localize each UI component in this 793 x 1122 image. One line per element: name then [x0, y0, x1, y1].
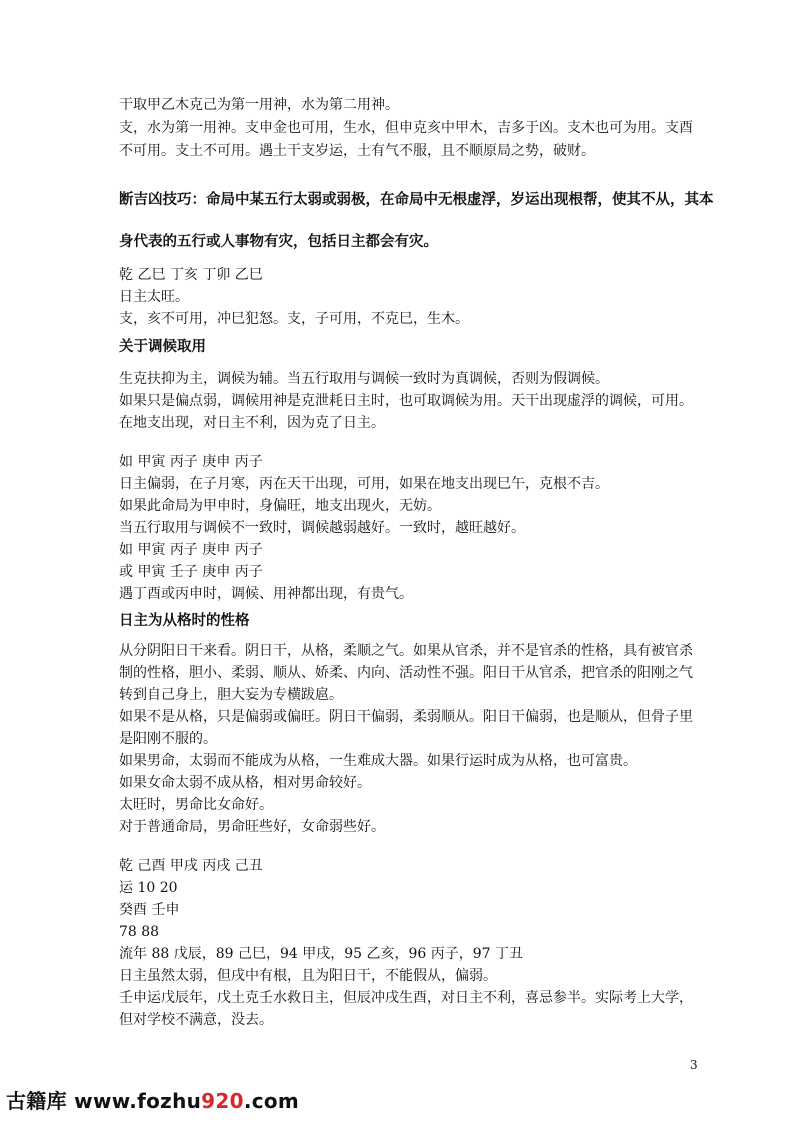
chart-line: 乾 乙巳 丁亥 丁卯 乙巳: [119, 267, 263, 283]
text-line: 如果不是从格，只是偏弱或偏旺。阴日干偏弱，柔弱顺从。阳日干偏弱，也是顺从，但骨子里: [119, 709, 693, 725]
text-line: 但对学校不满意，没去。: [119, 1012, 273, 1028]
chart-line: 或 甲寅 壬子 庚申 丙子: [119, 564, 263, 580]
text-line: 转到自己身上，胆大妄为专横跋扈。: [119, 687, 343, 703]
text-line: 干取甲乙木克己为第一用神，水为第二用神。: [119, 97, 399, 113]
text-line: 如果女命太弱不成从格，相对男命较好。: [119, 775, 371, 791]
text-line: 当五行取用与调候不一致时，调候越弱越好。一致时，越旺越好。: [119, 520, 525, 536]
text-line: 对于普通命局，男命旺些好，女命弱些好。: [119, 819, 385, 835]
text-line: 日主偏弱，在子月寒，丙在天干出现，可用，如果在地支出现巳午，克根不吉。: [119, 476, 609, 492]
text-line: 如果此命局为甲申时，身偏旺，地支出现火，无妨。: [119, 498, 441, 514]
luck-pillar-line: 运 10 20: [119, 880, 178, 896]
text-line: 不可用。支土不可用。遇土干支岁运，土有气不服，且不顺原局之势，破财。: [119, 143, 595, 159]
site-watermark: [6, 1085, 299, 1114]
text-line: 从分阴阳日干来看。阴日干，从格，柔顺之气。如果从官杀，并不是官杀的性格，具有被官杀: [119, 643, 693, 659]
text-line: 在地支出现，对日主不利，因为克了日主。: [119, 415, 385, 431]
chart-line: 如 甲寅 丙子 庚申 丙子: [119, 542, 263, 558]
text-line: 流年 88 戊辰，89 己巳，94 甲戌，95 乙亥，96 丙子，97 丁丑: [119, 946, 524, 962]
text-line: 日主虽然太弱，但戌中有根，且为阳日干，不能假从，偏弱。: [119, 968, 497, 984]
section-heading-judgement-cont: 身代表的五行或人事物有灾，包括日主都会有灾。: [119, 234, 438, 250]
watermark-prefix: 古籍库 www.fozhu: [6, 1089, 202, 1113]
section-heading-congge: 日主为从格时的性格: [119, 613, 250, 629]
chart-line: 如 甲寅 丙子 庚申 丙子: [119, 454, 263, 470]
text-line: 日主太旺。: [119, 289, 189, 305]
luck-pillar-line: 癸酉 壬申: [119, 902, 180, 918]
watermark-suffix: .com: [243, 1089, 300, 1113]
text-line: 是阳刚不服的。: [119, 731, 217, 747]
page-number: 3: [690, 1058, 698, 1072]
text-line: 支，水为第一用神。支申金也可用，生水，但申克亥中甲木，吉多于凶。支木也可为用。支酉: [119, 120, 693, 136]
text-line: 生克扶抑为主，调候为辅。当五行取用与调候一致时为真调候，否则为假调候。: [119, 371, 609, 387]
text-line: 壬申运戊辰年，戊土克壬水救日主，但辰冲戌生酉，对日主不利，喜忌参半。实际考上大学，: [119, 990, 693, 1006]
text-line: 太旺时，男命比女命好。: [119, 797, 273, 813]
text-line: 支，亥不可用，冲巳犯怒。支，子可用，不克巳，生木。: [119, 311, 469, 327]
section-heading-judgement: 断吉凶技巧：命局中某五行太弱或弱极，在命局中无根虚浮，岁运出现根帮，使其不从，其本: [119, 192, 714, 208]
text-line: 如果男命，太弱而不能成为从格，一生难成大器。如果行运时成为从格，也可富贵。: [119, 753, 637, 769]
text-line: 制的性格，胆小、柔弱、顺从、娇柔、内向、活动性不强。阳日干从官杀，把官杀的阳刚之气: [119, 665, 693, 681]
text-line: 遇丁酉或丙申时，调候、用神都出现，有贵气。: [119, 586, 413, 602]
text-line: 如果只是偏点弱，调候用神是克泄耗日主时，也可取调候为用。天干出现虚浮的调候，可用。: [119, 393, 693, 409]
watermark-accent: 920: [201, 1089, 244, 1113]
chart-line: 乾 己酉 甲戌 丙戌 己丑: [119, 858, 263, 874]
section-heading-tiaohou: 关于调候取用: [119, 339, 206, 355]
luck-pillar-line: 78 88: [119, 924, 160, 940]
